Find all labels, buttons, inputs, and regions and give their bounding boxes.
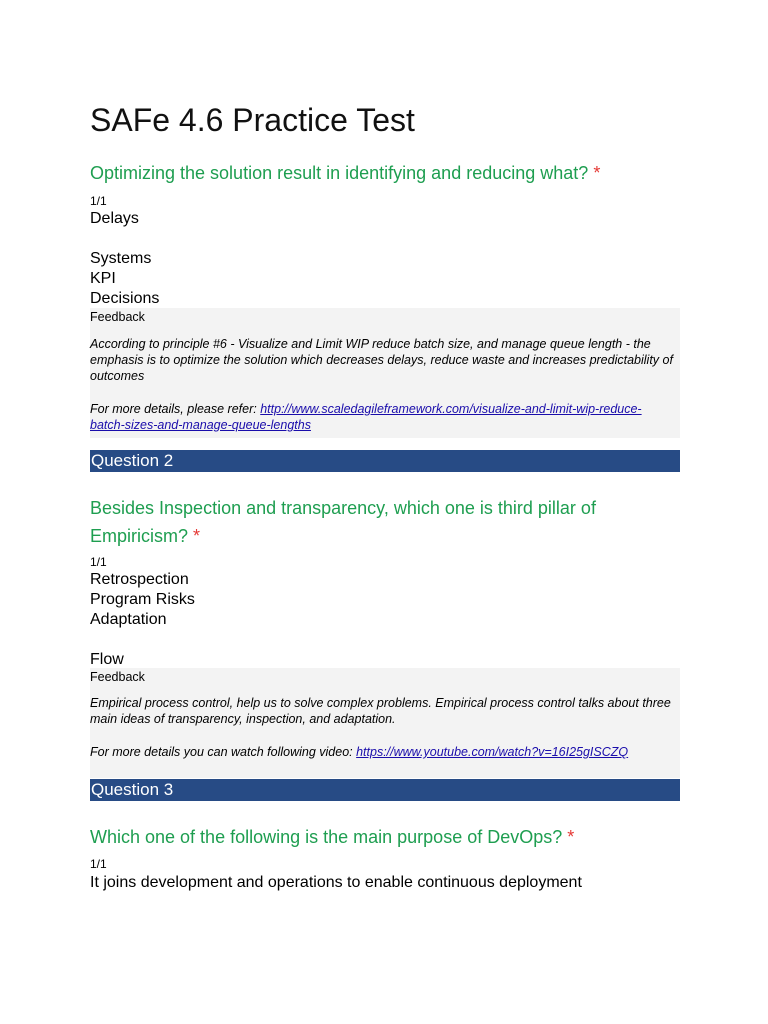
- refer-prefix: For more details you can watch following video:: [90, 745, 357, 759]
- question-3-label: Which one of the following is the main purpose of DevOps?: [90, 827, 563, 847]
- question-2-score: 1/1: [90, 555, 107, 569]
- question-2-option[interactable]: Adaptation: [90, 611, 167, 628]
- video-link[interactable]: https://www.youtube.com/watch?v=16I25gISCZQ: [356, 745, 629, 759]
- question-3-header: Question 3: [90, 779, 680, 801]
- question-1-feedback: [90, 308, 680, 438]
- page-title: SAFe 4.6 Practice Test: [90, 102, 415, 138]
- question-1-option[interactable]: KPI: [90, 270, 116, 287]
- question-2-option[interactable]: Retrospection: [90, 571, 189, 588]
- question-2-option[interactable]: Program Risks: [90, 591, 195, 608]
- question-1-option[interactable]: Systems: [90, 250, 152, 267]
- reference-link[interactable]: http://www.scaledagileframework.com/visualize-and-limit-wip-reduce-batch-sizes-and-manage-queue-lengths: [90, 402, 642, 432]
- feedback-refer: [90, 744, 675, 760]
- question-2-feedback: [90, 668, 680, 778]
- required-mark: *: [193, 526, 201, 546]
- question-3-text: [90, 823, 680, 851]
- question-3-score: 1/1: [90, 857, 107, 871]
- question-1-score: 1/1: [90, 194, 107, 208]
- question-1-text: [90, 159, 680, 187]
- question-2-header: Question 2: [90, 450, 680, 472]
- feedback-text: According to principle #6 - Visualize and Limit WIP reduce batch size, and manage queue length - the emphasis is to optimize the solution which decreases delays, reduce waste and increases predictability of outcomes: [90, 337, 673, 383]
- feedback-refer: [90, 401, 675, 433]
- question-1-option[interactable]: Decisions: [90, 290, 160, 307]
- question-1-label: Optimizing the solution result in identifying and reducing what?: [90, 163, 589, 183]
- required-mark: *: [567, 827, 575, 847]
- question-1-option[interactable]: Delays: [90, 210, 139, 227]
- feedback-label: Feedback: [90, 310, 145, 324]
- required-mark: *: [593, 163, 601, 183]
- question-3-option[interactable]: It joins development and operations to enable continuous deployment: [90, 874, 582, 891]
- question-2-text: [90, 494, 680, 550]
- question-2-label: Besides Inspection and transparency, which one is third pillar of Empiricism?: [90, 498, 596, 546]
- question-2-option[interactable]: Flow: [90, 651, 124, 668]
- feedback-label: Feedback: [90, 670, 145, 684]
- refer-prefix: For more details, please refer:: [90, 402, 261, 416]
- feedback-text: Empirical process control, help us to solve complex problems. Empirical process control talks about three main ideas of transparency, inspection, and adaptation.: [90, 696, 671, 726]
